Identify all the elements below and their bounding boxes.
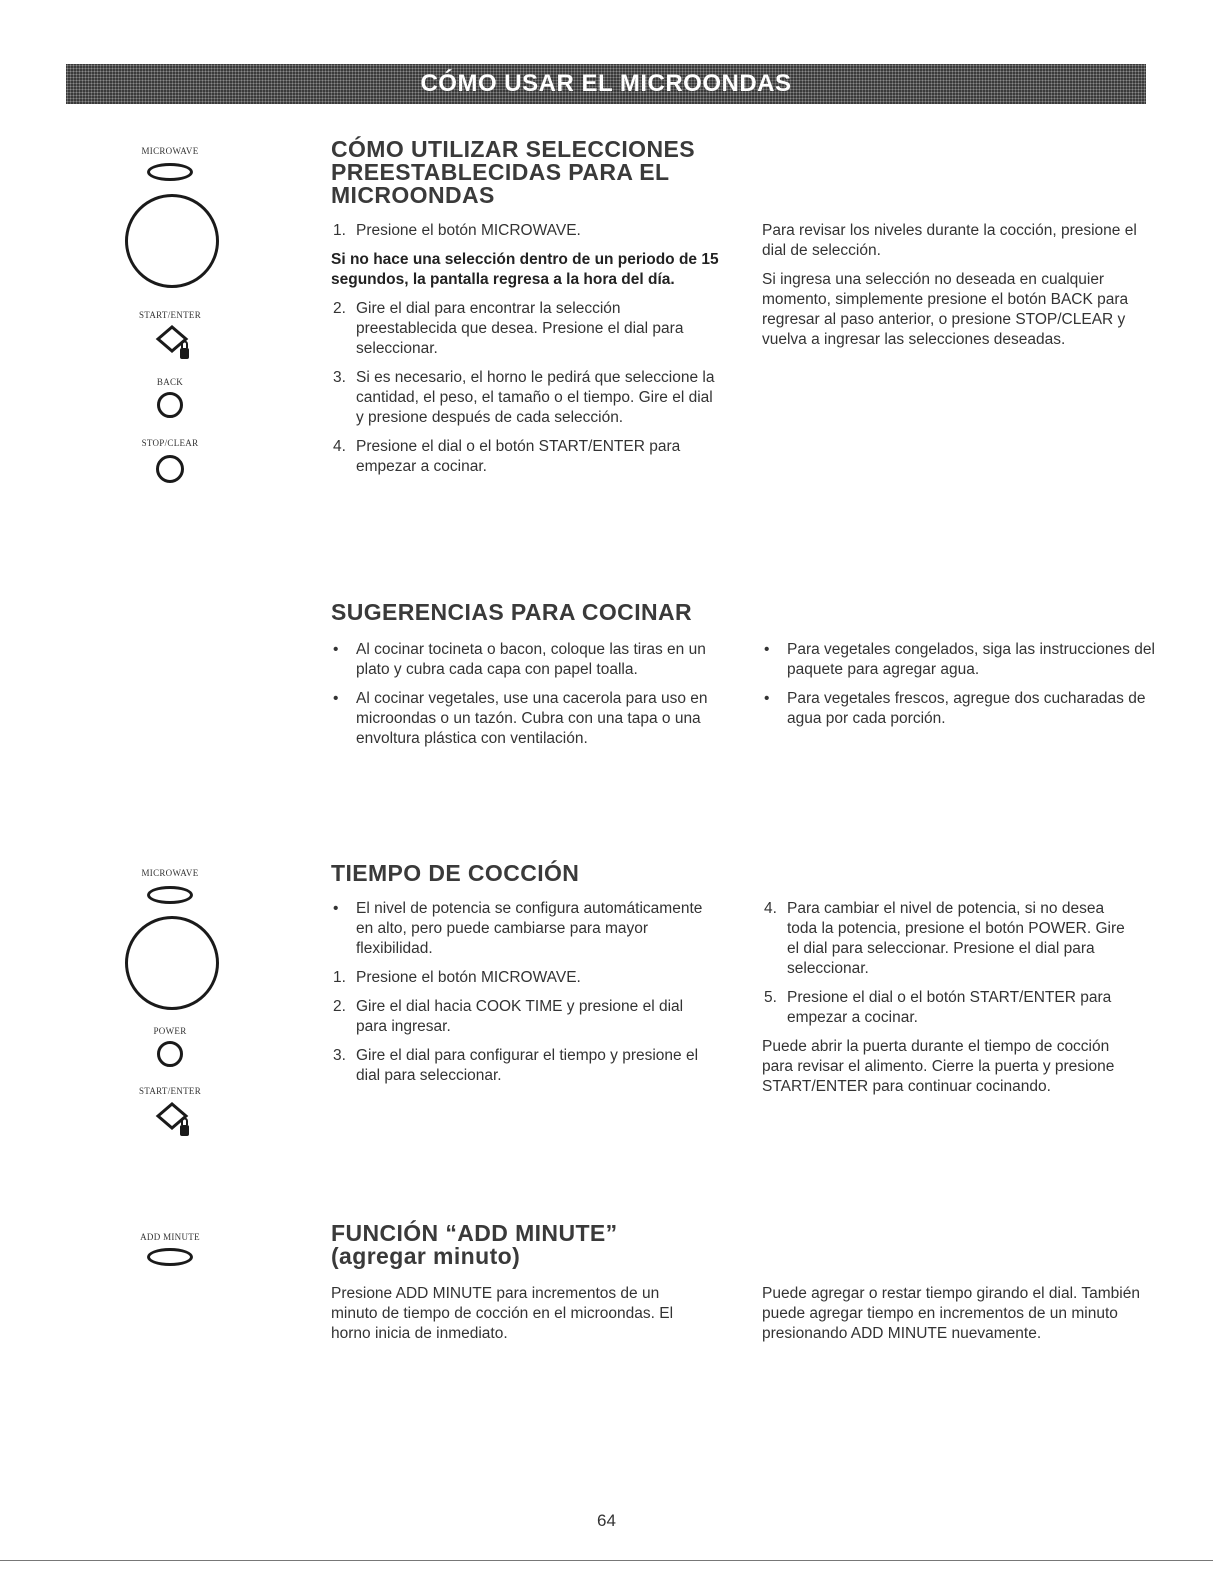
step-text: Presione el botón MICROWAVE. (356, 969, 581, 986)
power-label: POWER (153, 1026, 187, 1036)
step-text: Gire el dial para encontrar la selección preestablecida que desea. Presione el dial para seleccionar. (356, 300, 684, 357)
cook-time-right-column (762, 899, 1132, 1106)
paragraph: Para revisar los niveles durante la cocción, presione el dial de selección. (762, 222, 1137, 259)
selection-dial (125, 194, 219, 288)
back-button (157, 392, 183, 418)
list-item (762, 689, 1162, 729)
paragraph: Puede abrir la puerta durante el tiempo de cocción para revisar el alimento. Cierre la puerta y presione START/ENTER para continuar cocinando. (762, 1038, 1115, 1095)
add-minute-right-column (762, 1284, 1147, 1353)
presets-right-column (762, 221, 1142, 359)
add-minute-button (147, 1248, 193, 1266)
bullet-text: Para vegetales frescos, agregue dos cucharadas de agua por cada porción. (787, 690, 1146, 727)
section-title-add-minute (331, 1222, 618, 1268)
step-text: Gire el dial hacia COOK TIME y presione el dial para ingresar. (356, 998, 684, 1035)
step-number: 4. (764, 900, 777, 917)
start-enter-label: START/ENTER (138, 310, 202, 320)
list-item (762, 640, 1162, 680)
step-number: 1. (333, 969, 346, 986)
title-line: FUNCIÓN “ADD MINUTE” (331, 1220, 618, 1246)
title-line: (agregar minuto) (331, 1243, 521, 1269)
list-item (331, 437, 721, 477)
control-panel-illustration-add-minute (110, 1228, 230, 1278)
bullet-marker: • (333, 641, 339, 658)
microwave-button (147, 886, 193, 904)
list-item (762, 988, 1132, 1028)
step-text: Presione el botón MICROWAVE. (356, 222, 581, 239)
tips-left-column (331, 640, 721, 758)
list-item (331, 968, 711, 988)
step-text: Si es necesario, el horno le pedirá que seleccione la cantidad, el peso, el tamaño o el tiempo. Gire el dial y presione después de cada selección. (356, 369, 715, 426)
control-panel-illustration-cook-time (110, 866, 230, 1156)
step-number: 3. (333, 1047, 346, 1064)
bullet-marker: • (764, 690, 770, 707)
cook-time-left-column (331, 899, 711, 1095)
timeout-note: Si no hace una selección dentro de un periodo de 15 segundos, la pantalla regresa a la hora del día. (331, 251, 719, 288)
section-title-cook-time: TIEMPO DE COCCIÓN (331, 860, 580, 886)
list-item (331, 997, 711, 1037)
bullet-text: Para vegetales congelados, siga las instrucciones del paquete para agregar agua. (787, 641, 1155, 678)
bullet-marker: • (764, 641, 770, 658)
step-text: Presione el dial o el botón START/ENTER para empezar a cocinar. (787, 989, 1112, 1026)
step-text: Gire el dial para configurar el tiempo y presione el dial para seleccionar. (356, 1047, 699, 1084)
paragraph: Puede agregar o restar tiempo girando el dial. También puede agregar tiempo en incrementos de un minuto presionando ADD MINUTE nuevamente. (762, 1285, 1140, 1342)
bullet-text: Al cocinar tocineta o bacon, coloque las tiras en un plato y cubra cada capa con papel toalla. (356, 641, 706, 678)
page-banner (66, 64, 1146, 104)
page-number: 64 (597, 1511, 616, 1530)
control-panel-illustration-presets (110, 140, 230, 500)
bullet-text: El nivel de potencia se configura automáticamente en alto, pero puede cambiarse para mayor flexibilidad. (356, 900, 703, 957)
tips-right-column (762, 640, 1162, 738)
list-item (331, 899, 711, 959)
list-item (331, 221, 721, 241)
section-title-tips: SUGERENCIAS PARA COCINAR (331, 599, 693, 625)
add-minute-label: ADD MINUTE (140, 1232, 200, 1242)
title-line: MICROONDAS (331, 182, 495, 208)
banner-title: CÓMO USAR EL MICROONDAS (420, 70, 792, 97)
power-button (157, 1041, 183, 1067)
microwave-button-label: MICROWAVE (141, 868, 199, 878)
add-minute-left-column (331, 1284, 681, 1353)
back-label: BACK (156, 377, 184, 387)
start-enter-label: START/ENTER (138, 1086, 202, 1096)
start-enter-button-icon (152, 325, 200, 365)
step-number: 2. (333, 998, 346, 1015)
bullet-marker: • (333, 690, 339, 707)
list-item (331, 299, 721, 359)
list-item (331, 689, 721, 749)
paragraph: Si ingresa una selección no deseada en cualquier momento, simplemente presione el botón BACK para regresar al paso anterior, o presione STOP/CLEAR y vuelva a ingresar las selecciones deseadas. (762, 271, 1129, 348)
paragraph: Presione ADD MINUTE para incrementos de un minuto de tiempo de cocción en el microondas. El horno inicia de inmediato. (331, 1285, 674, 1342)
step-number: 1. (333, 222, 346, 239)
stop-clear-button (156, 455, 184, 483)
list-item (331, 1046, 711, 1086)
list-item (331, 368, 721, 428)
step-number: 5. (764, 989, 777, 1006)
section-title-presets (331, 138, 695, 207)
selection-dial (125, 916, 219, 1010)
step-number: 3. (333, 369, 346, 386)
step-number: 2. (333, 300, 346, 317)
title-line: PREESTABLECIDAS PARA EL (331, 159, 670, 185)
stop-clear-label: STOP/CLEAR (141, 438, 199, 448)
step-number: 4. (333, 438, 346, 455)
title-line: CÓMO UTILIZAR SELECCIONES (331, 136, 695, 162)
list-item (762, 899, 1132, 979)
footer-divider (0, 1560, 1213, 1561)
microwave-button-label: MICROWAVE (141, 146, 199, 156)
step-text: Presione el dial o el botón START/ENTER para empezar a cocinar. (356, 438, 681, 475)
list-item (331, 640, 721, 680)
step-text: Para cambiar el nivel de potencia, si no desea toda la potencia, presione el botón POWER. Gire el dial para seleccionar. Presione el dial para seleccionar. (787, 900, 1125, 977)
start-enter-button-icon (152, 1102, 200, 1142)
bullet-marker: • (333, 900, 339, 917)
bullet-text: Al cocinar vegetales, use una cacerola para uso en microondas o un tazón. Cubra con una tapa o una envoltura plástica con ventilación. (356, 690, 708, 747)
microwave-button (147, 163, 193, 181)
presets-left-column (331, 221, 721, 486)
